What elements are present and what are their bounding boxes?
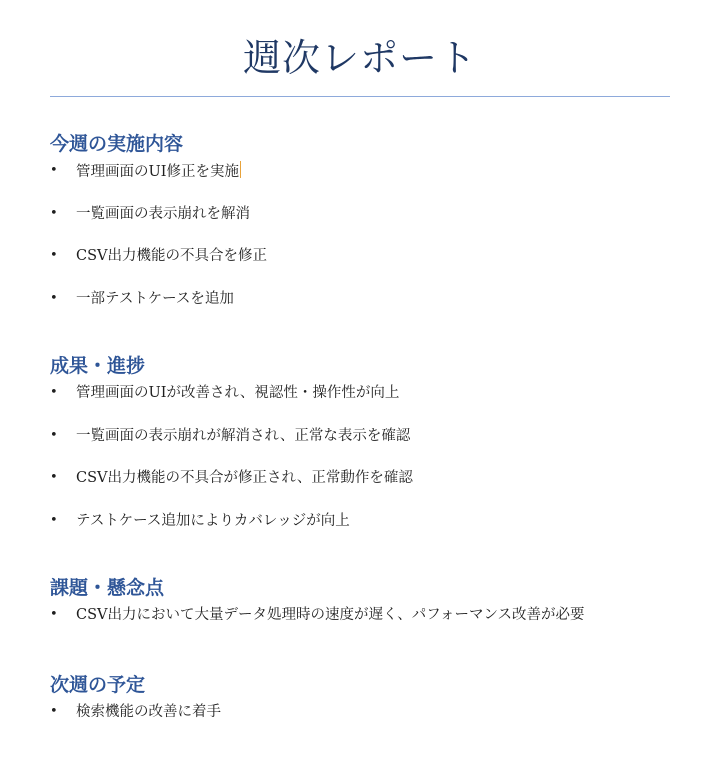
list-item-text: 一部テストケースを追加	[76, 290, 234, 307]
list-item[interactable]	[50, 702, 690, 722]
list-item-text: 一覧画面の表示崩れが解消され、正常な表示を確認	[76, 427, 411, 444]
bullet-icon: •	[50, 248, 58, 263]
bullet-list	[50, 605, 690, 625]
section-progress	[50, 353, 690, 531]
section-heading[interactable]: 課題・懸念点	[50, 577, 165, 599]
section-heading[interactable]: 成果・進捗	[50, 355, 146, 377]
list-item[interactable]	[50, 383, 690, 403]
list-item-text: CSV出力機能の不具合が修正され、正常動作を確認	[76, 470, 413, 486]
list-item-text: 管理画面のUI修正を実施	[76, 164, 239, 180]
list-item[interactable]	[50, 289, 690, 309]
bullet-icon: •	[50, 205, 58, 221]
section-heading[interactable]: 次週の予定	[50, 674, 146, 696]
list-item-text: 検索機能の改善に着手	[76, 704, 221, 720]
bullet-icon: •	[50, 704, 58, 719]
title-underline-rule	[50, 96, 670, 97]
section-next-week	[50, 672, 690, 722]
section-this-week	[50, 131, 690, 309]
list-item[interactable]	[50, 161, 690, 181]
bullet-list	[50, 702, 690, 722]
section-heading[interactable]: 今週の実施内容	[50, 133, 184, 155]
list-item-text: CSV出力において大量データ処理時の速度が遅く、パフォーマンス改善が必要	[76, 607, 585, 623]
list-item-text: テストケース追加によりカバレッジが向上	[76, 512, 350, 529]
bullet-icon: •	[50, 163, 58, 178]
bullet-list	[50, 383, 690, 531]
bullet-icon: •	[50, 512, 58, 528]
bullet-icon: •	[50, 427, 58, 443]
text-cursor	[240, 161, 241, 178]
document-title[interactable]: 週次レポート	[242, 36, 477, 80]
bullet-icon: •	[50, 470, 58, 485]
bullet-list	[50, 161, 690, 309]
list-item[interactable]	[50, 246, 690, 266]
list-item[interactable]	[50, 468, 690, 488]
list-item-text: 一覧画面の表示崩れを解消	[76, 205, 250, 222]
list-item[interactable]	[50, 511, 690, 531]
list-item[interactable]	[50, 605, 690, 625]
list-item-text: 管理画面のUIが改善され、視認性・操作性が向上	[76, 385, 400, 401]
section-issues	[50, 575, 690, 625]
list-item-text: CSV出力機能の不具合を修正	[76, 248, 267, 264]
bullet-icon: •	[50, 290, 58, 306]
list-item[interactable]	[50, 426, 690, 446]
bullet-icon: •	[50, 385, 58, 400]
list-item[interactable]	[50, 204, 690, 224]
bullet-icon: •	[50, 607, 58, 622]
